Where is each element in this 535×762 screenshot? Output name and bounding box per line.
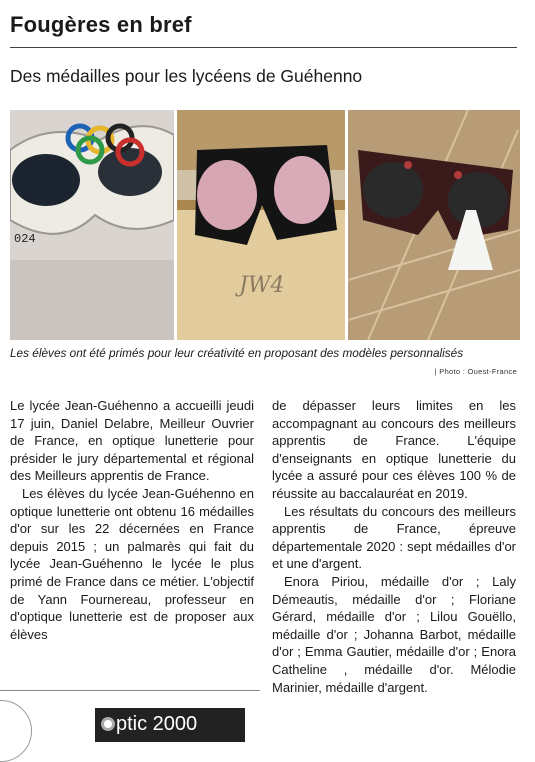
photo1-engraving: 024 [14, 232, 36, 246]
logo-o-icon [101, 717, 115, 731]
paragraph: de dépasser leurs limites en les accompagnant au concours des meilleurs apprentis de France. L'équipe d'enseignants en optique lunetterie du lycée a assuré pour ces élèves 100 % de réussite au baccalauréat en 2019. [272, 398, 516, 501]
ad-brand-text: ptic 2000 [116, 713, 198, 735]
ad-divider [0, 690, 260, 691]
paragraph: Les résultats du concours des meilleurs apprentis de France, épreuve départementale 2020 : sept médailles d'or et une d'argent. [272, 503, 516, 572]
photo2-engraving: JW4 [239, 273, 285, 298]
photo-credit: | Photo : Ouest-France [434, 367, 517, 376]
photo-caption: Les élèves ont été primés pour leur créativité en proposant des modèles personnalisés [10, 346, 464, 360]
photo-olympic-glasses [10, 110, 174, 340]
ad-decoration [0, 700, 32, 762]
article-column-right [272, 397, 516, 696]
photo-strip [10, 110, 520, 340]
paragraph: Enora Piriou, médaille d'or ; Laly Démeautis, médaille d'or ; Floriane Gérard, médaille d'or ; Lilou Gouëllo, médaille d'or ; Johanna Barbot, médaille d'or ; Emma Gautier, médaille d'or ; Enora Catheline , médaille d'or. Mélodie Marinier, médaille d'argent. [272, 573, 516, 695]
section-title: Fougères en bref [10, 12, 192, 37]
optic2000-ad-logo [95, 708, 245, 742]
paragraph: Le lycée Jean-Guéhenno a accueilli jeudi 17 juin, Daniel Delabre, Meilleur Ouvrier de France, en optique lunetterie pour présider le jury départemental et régional des Meilleurs apprentis de France. [10, 398, 254, 484]
article-column-left [10, 397, 254, 643]
paragraph: Les élèves du lycée Jean-Guéhenno en optique lunetterie ont obtenu 16 médailles d'or sur les 22 décernées en France depuis 2015 ; un palmarès qui fait du lycée Jean-Guéhenno le lycée le plus primé de France dans ce métier. L'objectif de Yann Fournereau, professeur en d'optique lunetterie est de proposer aux élèves [10, 485, 254, 642]
photo-tortoise-glasses [348, 110, 520, 340]
photo-pink-glasses [177, 110, 345, 340]
section-divider [10, 47, 517, 48]
article-headline: Des médailles pour les lycéens de Guéhenno [10, 66, 363, 86]
